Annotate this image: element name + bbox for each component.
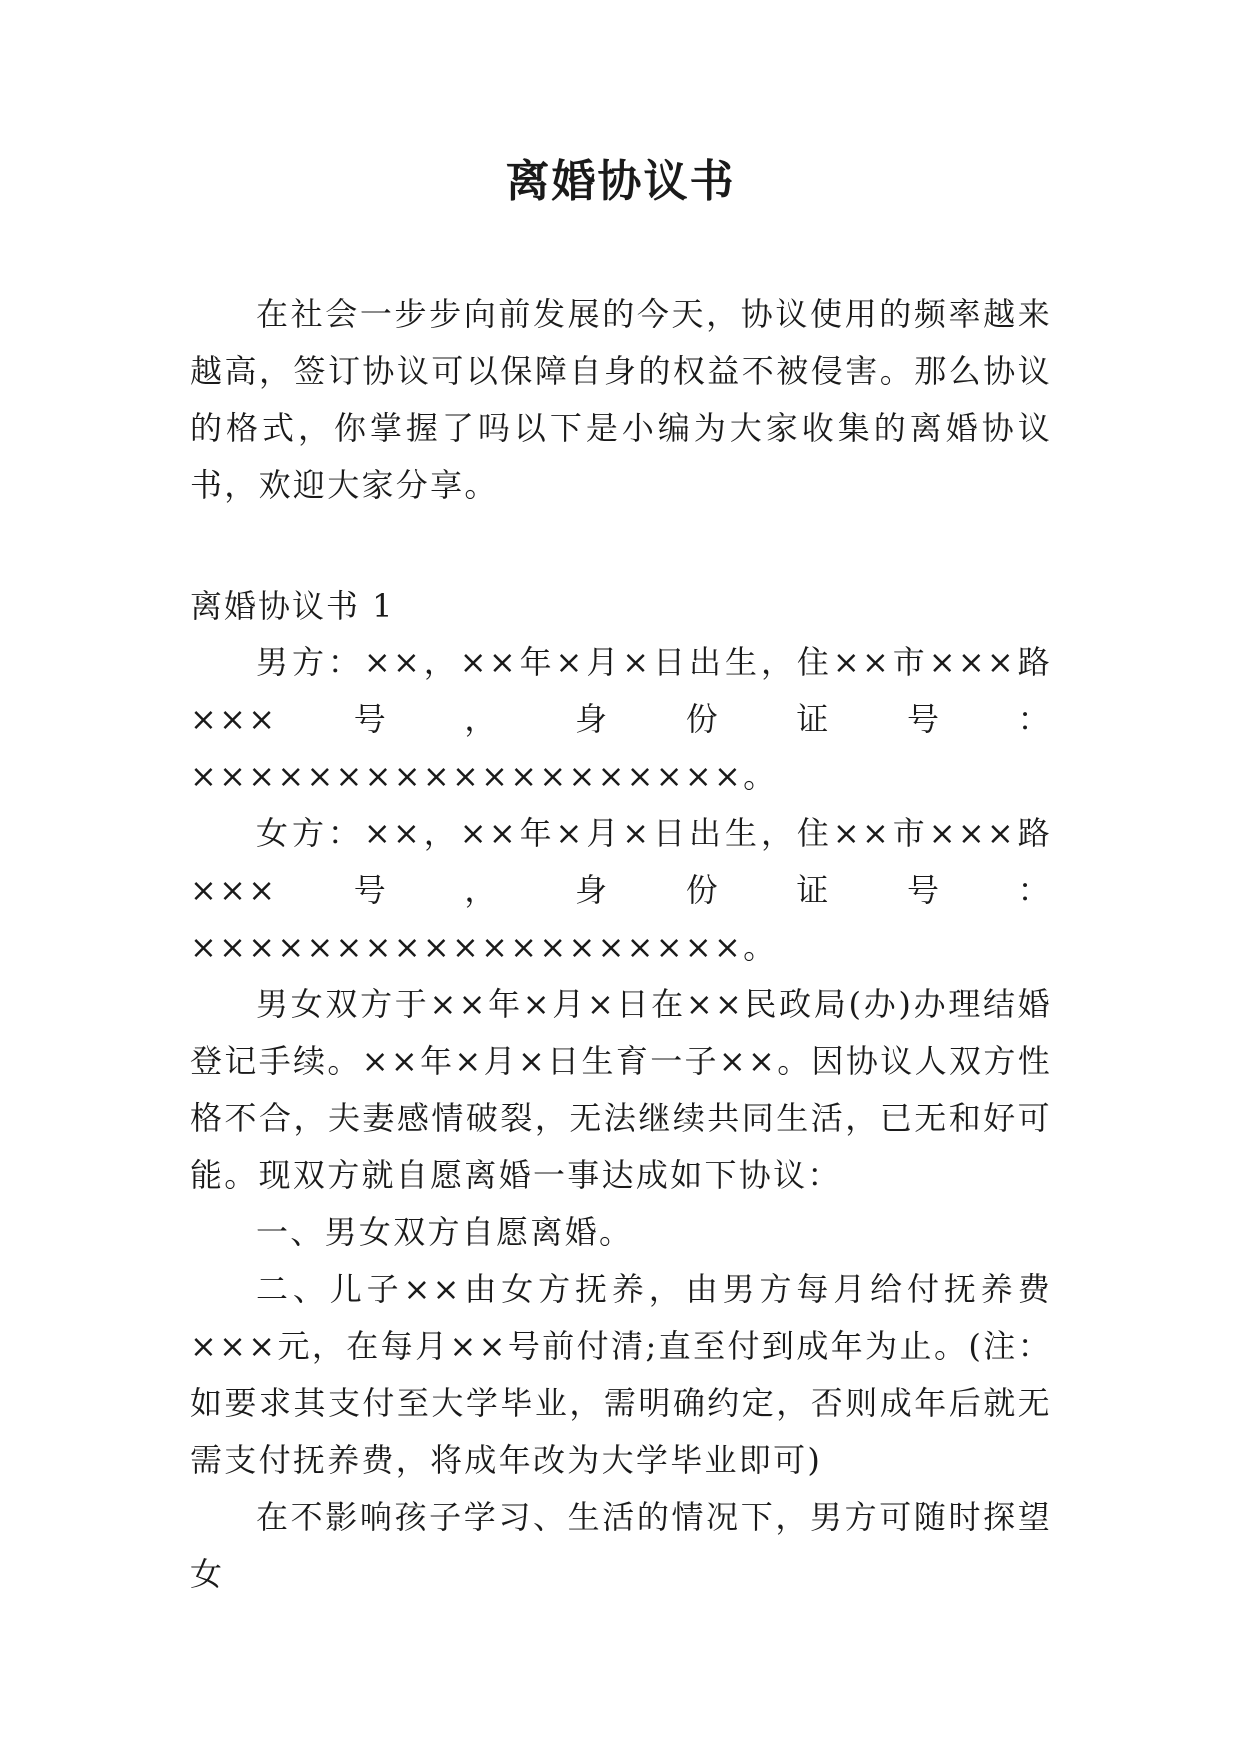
clause-two-paragraph: 二、儿子××由女方抚养，由男方每月给付抚养费×××元，在每月××号前付清;直至付到成年为止。(注：如要求其支付至大学毕业，需明确约定，否则成年后就无需支付抚养费，将成年改为大学毕业即可) bbox=[190, 1270, 1052, 1479]
clause-one-paragraph: 一、男女双方自愿离婚。 bbox=[256, 1213, 634, 1251]
visitation-paragraph: 在不影响孩子学习、生活的情况下，男方可随时探望女 bbox=[190, 1498, 1052, 1593]
intro-paragraph: 在社会一步步向前发展的今天，协议使用的频率越来越高，签订协议可以保障自身的权益不被侵害。那么协议的格式，你掌握了吗以下是小编为大家收集的离婚协议书，欢迎大家分享。 bbox=[190, 295, 1052, 504]
document-title: 离婚协议书 bbox=[505, 156, 736, 207]
male-party-paragraph: 男方：××，××年×月×日出生，住××市×××路×××号，身份证号：×××××××××××××××××××。 bbox=[190, 643, 1052, 795]
female-party-paragraph: 女方：××，××年×月×日出生，住××市×××路×××号，身份证号：×××××××××××××××××××。 bbox=[190, 814, 1052, 966]
marriage-background-paragraph: 男女双方于××年×月×日在××民政局(办)办理结婚登记手续。××年×月×日生育一子××。因协议人双方性格不合，夫妻感情破裂，无法继续共同生活，已无和好可能。现双方就自愿离婚一事达成如下协议： bbox=[190, 985, 1052, 1194]
agreement-body bbox=[190, 634, 1052, 1603]
section-heading: 离婚协议书 1 bbox=[190, 587, 395, 625]
